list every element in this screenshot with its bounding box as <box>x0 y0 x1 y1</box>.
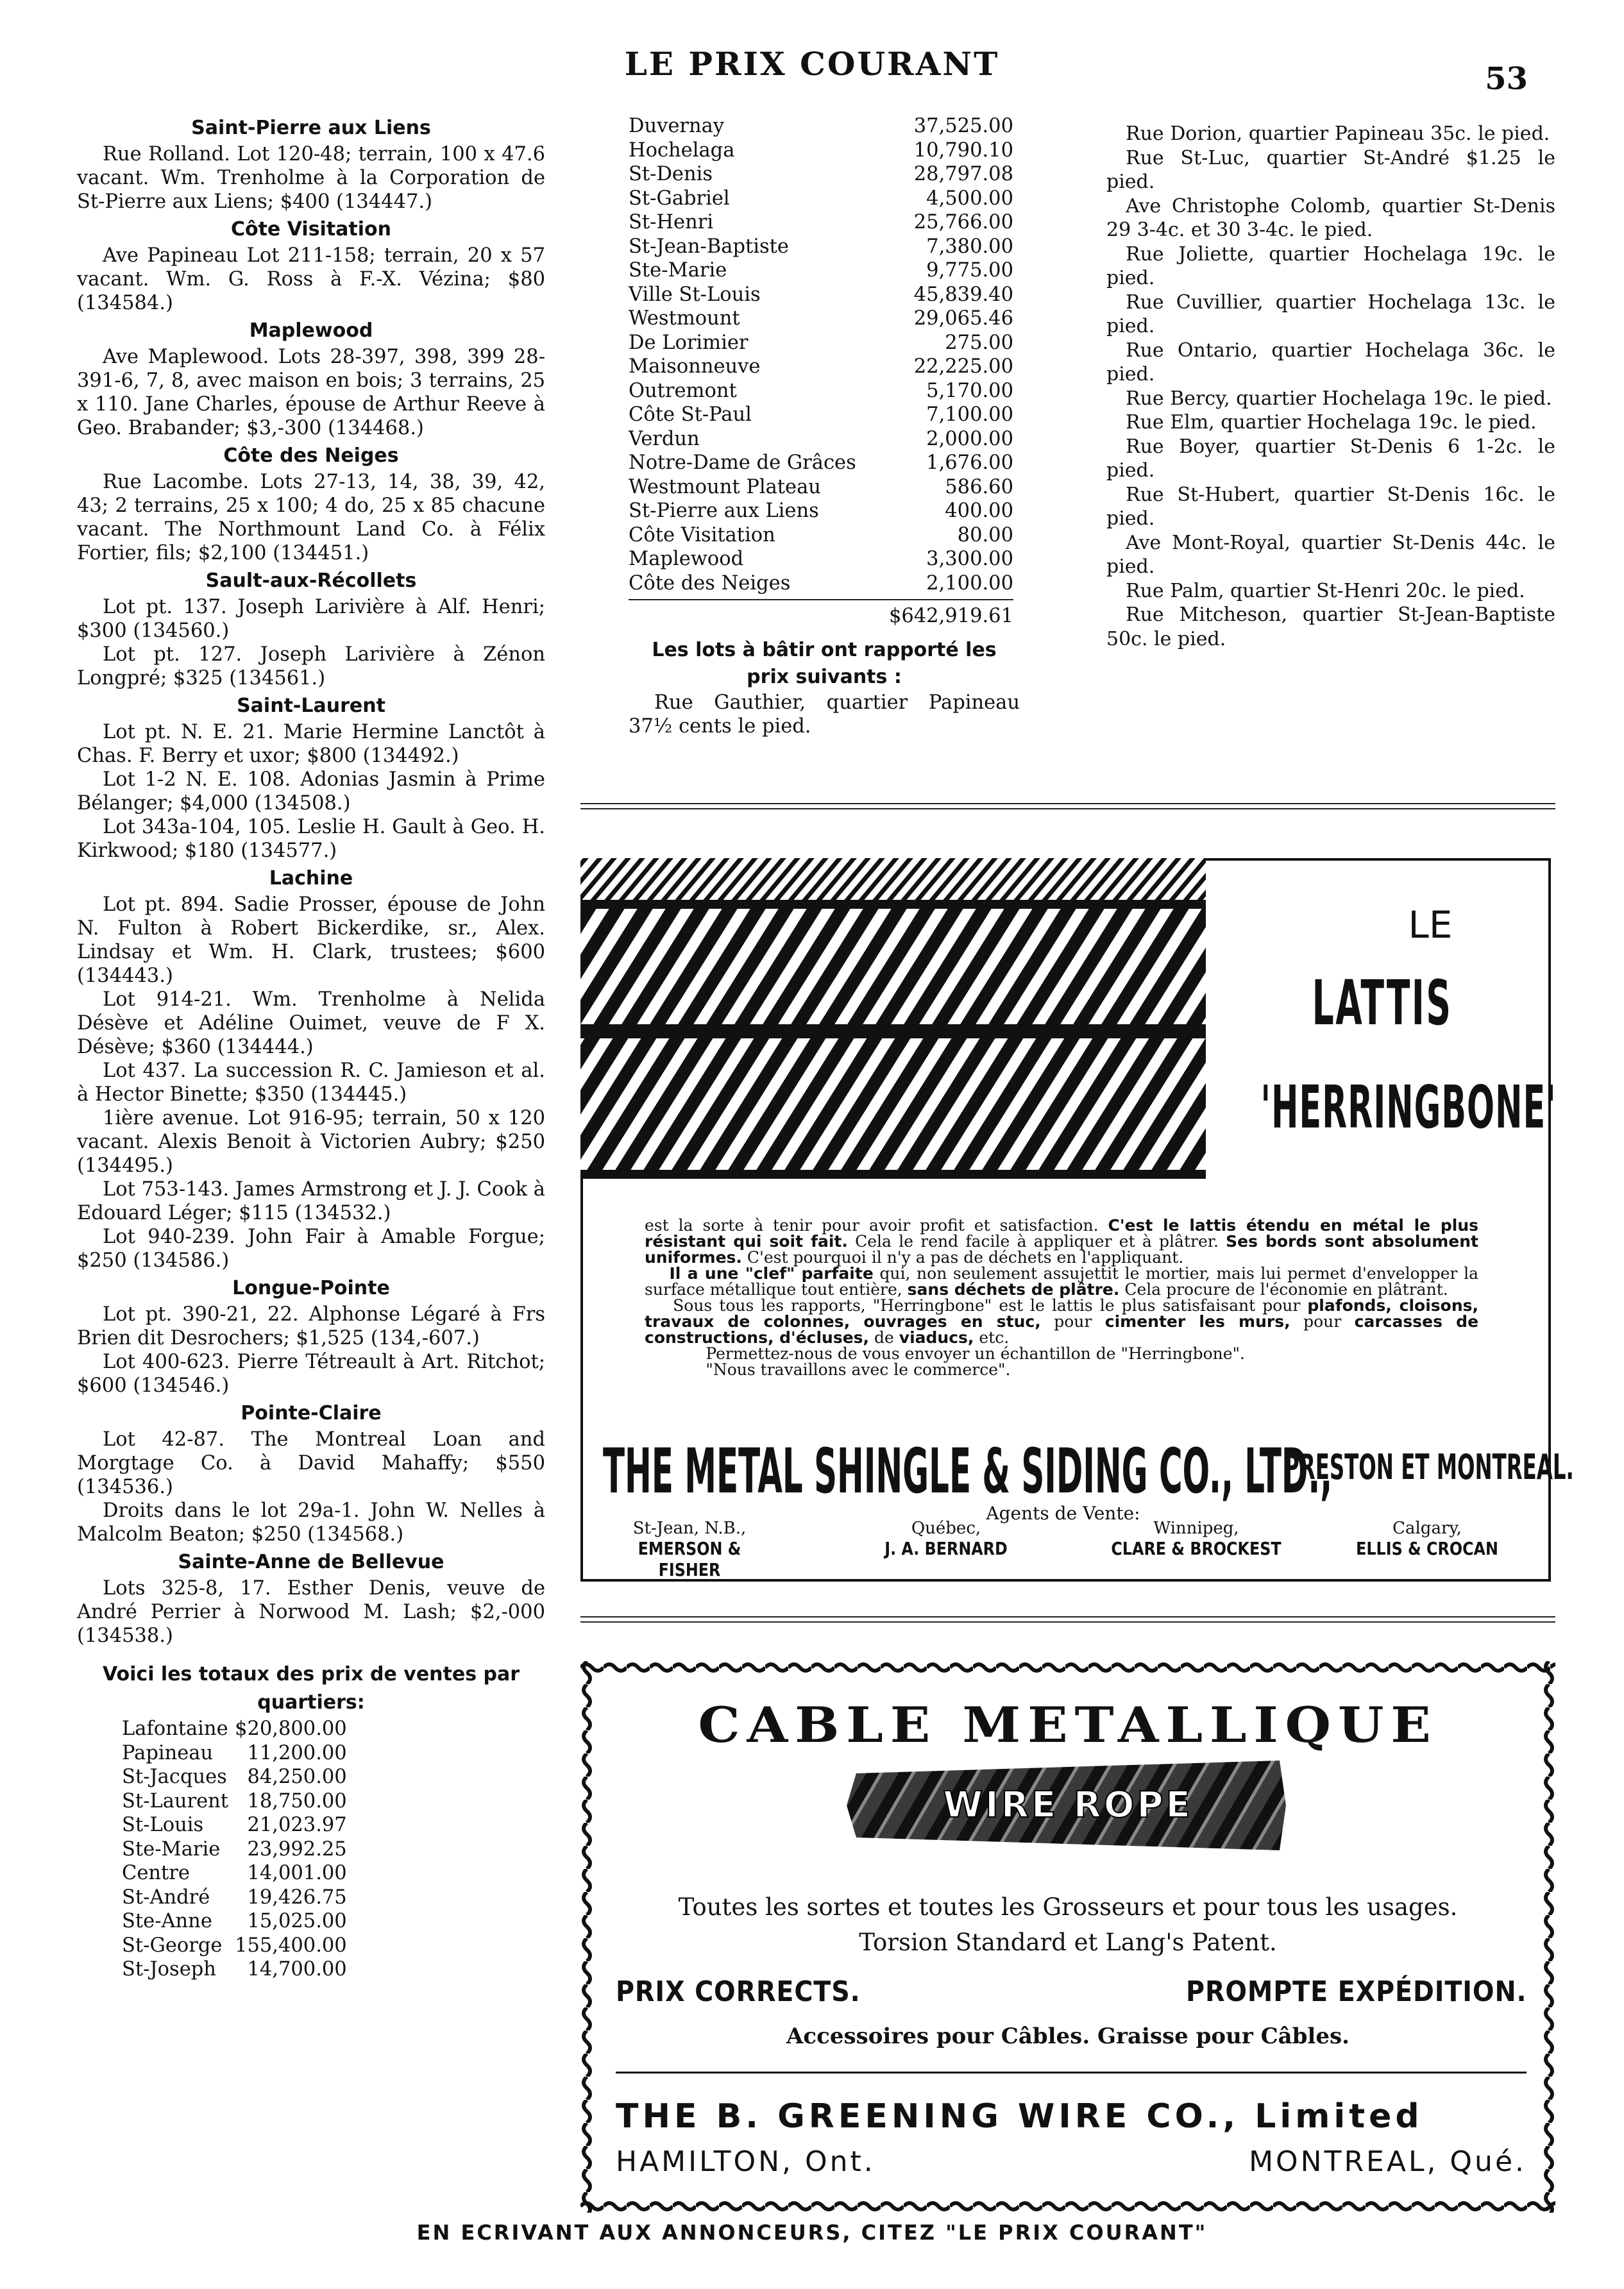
totals-row <box>629 331 1013 355</box>
totals-row <box>629 162 1013 187</box>
district-amount: 14,001.00 <box>247 1862 347 1884</box>
district-name: St-Joseph <box>122 1958 216 1981</box>
ad-lattis-text: LATTIS <box>1312 967 1453 1039</box>
district-name: Papineau <box>122 1741 214 1764</box>
sale-entry: Lots 325-8, 17. Esther Denis, veuve de André Perrier à Norwood M. Lash; $2,-000 (134538.) <box>77 1577 545 1647</box>
section-title: Côte Visitation <box>230 218 392 241</box>
sale-entry: Lot pt. 894. Sadie Prosser, épouse de John N. Fulton à Robert Bickerdike, sr., Alex. Lindsay et Wm. H. Clark, trustees; $600 (134443.) <box>77 893 545 987</box>
district-amount: 9,775.00 <box>926 259 1013 282</box>
totals-row <box>629 427 1013 452</box>
district-name: Ste-Anne <box>122 1910 212 1932</box>
district-name: Notre-Dame de Grâces <box>629 452 856 474</box>
column-2 <box>629 114 1020 738</box>
district-amount: 14,700.00 <box>247 1958 347 1981</box>
totals-row <box>122 1789 347 1814</box>
district-amount: 15,025.00 <box>247 1910 347 1932</box>
lot-price-entry: Rue Palm, quartier St-Henri 20c. le pied. <box>1126 579 1525 602</box>
district-amount: 80.00 <box>957 523 1013 546</box>
district-name: St-George <box>122 1934 223 1957</box>
district-amount: 155,400.00 <box>235 1934 347 1957</box>
totals-row <box>122 1837 347 1862</box>
totals-row <box>629 210 1013 235</box>
sale-entry: Lot 437. La succession R. C. Jamieson et al. à Hector Binette; $350 (134445.) <box>77 1060 545 1106</box>
district-amount: 586.60 <box>945 475 1013 498</box>
sale-entry: Lot pt. 127. Joseph Larivière à Zénon Longpré; $325 (134561.) <box>77 643 545 689</box>
district-amount: 37,525.00 <box>913 115 1013 137</box>
totals-row <box>629 571 1013 596</box>
section-title: Maplewood <box>249 319 373 342</box>
district-name: Ville St-Louis <box>629 283 761 306</box>
district-amount: 7,100.00 <box>926 403 1013 426</box>
district-name: Westmount Plateau <box>629 475 821 498</box>
district-name: Ste-Marie <box>629 259 727 282</box>
district-amount: 25,766.00 <box>913 211 1013 233</box>
ad-description: est la sorte à tenir pour avoir profit et satisfaction. C'est le lattis étendu en métal le plus résistant qui soit fait. Cela le rend facile à appliquer et à plâtrer. Ses bords sont absolument uniformes. C'est pourquoi il n'y a pas de déchets en l'appliquant. Il a une "clef" parfaite qui, non seulement assujettit le mortier, mais lui permet d'envelopper la surface métallique tout entière, sans déchets de plâtre. Cela procure de l'économie en plâtrant. Sous tous les rapports, "Herringbone" est le lattis le plus satisfaisant pour plafonds, cloisons, travaux de colonnes, ouvrages en stuc, pour cimenter les murs, pour carcasses de constructions, d'écluses, de viaducs, etc. Permettez-nous de vous envoyer un échantillon de "Herringbone". "Nous travaillons avec le commerce". <box>645 1216 1479 1379</box>
district-name: De Lorimier <box>629 331 749 354</box>
lot-price-entry: Rue Elm, quartier Hochelaga 19c. le pied. <box>1126 411 1537 434</box>
company-name: THE METAL SHINGLE & SIDING CO., LTD., <box>603 1435 1333 1507</box>
district-amount: 28,797.08 <box>913 163 1013 185</box>
district-amount: 7,380.00 <box>926 235 1013 258</box>
totals-row <box>629 451 1013 475</box>
totals-row <box>629 307 1013 331</box>
totals-row <box>629 235 1013 259</box>
district-amount: 4,500.00 <box>926 187 1013 210</box>
district-name: Côte des Neiges <box>629 571 791 595</box>
district-amount: 29,065.46 <box>913 307 1013 330</box>
district-name: Westmount <box>629 307 740 330</box>
district-name: St-Gabriel <box>629 187 730 210</box>
totals-row <box>629 547 1013 571</box>
district-name: Maisonneuve <box>629 355 761 378</box>
totals-title: Voici les totaux des prix de ventes par quartiers: <box>102 1663 520 1714</box>
section-title: Saint-Pierre aux Liens <box>191 117 431 139</box>
totals-row <box>629 499 1013 523</box>
district-name: St-Jacques <box>122 1766 227 1788</box>
lot-price-entry: Rue Mitcheson, quartier St-Jean-Baptiste 50c. le pied. <box>1106 604 1555 650</box>
agent-1: St-Jean, N.B., EMERSON & FISHER <box>632 1519 747 1580</box>
company-location: PRESTON ET MONTREAL. <box>1284 1447 1574 1487</box>
lot-price-entry: Rue St-Hubert, quartier St-Denis 16c. le pied. <box>1106 483 1555 530</box>
district-name: Ste-Marie <box>122 1837 221 1861</box>
separator-rule <box>580 803 1555 804</box>
page-footer: EN ECRIVANT AUX ANNONCEURS, CITEZ "LE PRIX COURANT" <box>416 2220 1208 2245</box>
agent-3: Winnipeg, CLARE & BROCKEST <box>1111 1519 1281 1559</box>
district-amount: 10,790.10 <box>913 139 1013 162</box>
greening-company: THE B. GREENING WIRE CO., Limited <box>616 2097 1423 2136</box>
sale-entry: Lot 940-239. John Fair à Amable Forgue; $250 (134586.) <box>77 1226 545 1272</box>
section-title: Saint-Laurent <box>237 695 385 717</box>
lot-price-entry: Rue Ontario, quartier Hochelaga 36c. le pied. <box>1106 339 1555 385</box>
lot-price-entry: Rue St-Luc, quartier St-André $1.25 le pied. <box>1106 146 1555 193</box>
section-title: Côte des Neiges <box>223 444 399 467</box>
district-name: Duvernay <box>629 115 725 137</box>
sale-entry: Lot 400-623. Pierre Tétreault à Art. Ritchot; $600 (134546.) <box>77 1351 545 1397</box>
sale-entry: Droits dans le lot 29a-1. John W. Nelles à Malcolm Beaton; $250 (134568.) <box>77 1499 545 1546</box>
totals-row <box>122 1934 347 1958</box>
sale-entry: Lot pt. N. E. 21. Marie Hermine Lanctôt à Chas. F. Berry et uxor; $800 (134492.) <box>77 721 545 767</box>
totals-row <box>122 1957 347 1982</box>
agent-4: Calgary, ELLIS & CROCAN <box>1356 1519 1498 1559</box>
totals-row <box>122 1717 347 1741</box>
district-amount: 3,300.00 <box>926 548 1013 570</box>
district-amount: 19,426.75 <box>247 1886 347 1909</box>
totals-row <box>629 403 1013 427</box>
sale-entry: Lot 753-143. James Armstrong et J. J. Cook à Edouard Léger; $115 (134532.) <box>77 1178 545 1224</box>
district-name: St-Jean-Baptiste <box>629 235 789 258</box>
ad-line-2: Torsion Standard et Lang's Patent. <box>859 1929 1277 1956</box>
ad-line-1: Toutes les sortes et toutes les Grosseurs et pour tous les usages. <box>678 1893 1458 1921</box>
section-title: Longue-Pointe <box>232 1277 390 1299</box>
totals-row <box>629 187 1013 211</box>
wire-rope-illustration <box>843 1757 1292 1854</box>
totals-row <box>629 258 1013 283</box>
totals-row <box>122 1909 347 1934</box>
district-amount: 21,023.97 <box>247 1814 347 1836</box>
district-name: Maplewood <box>629 548 744 570</box>
sale-entry: Rue Rolland. Lot 120-48; terrain, 100 x 47.6 vacant. Wm. Trenholme à la Corporation de St-Pierre aux Liens; $400 (134447.) <box>77 143 545 213</box>
sale-entry: Lot 914-21. Wm. Trenholme à Nelida Désève et Adéline Ouimet, veuve de F X. Désève; $360 (134444.) <box>77 988 545 1058</box>
district-name: St-Henri <box>629 211 714 233</box>
sale-entry: Lot 343a-104, 105. Leslie H. Gault à Geo. H. Kirkwood; $180 (134577.) <box>77 816 545 862</box>
page-header-title: LE PRIX COURANT <box>624 45 1000 83</box>
district-name: St-Pierre aux Liens <box>629 500 819 522</box>
sale-entry: Lot pt. 137. Joseph Larivière à Alf. Henri; $300 (134560.) <box>77 596 545 642</box>
separator-rule <box>580 1616 1555 1618</box>
district-name: St-Laurent <box>122 1789 229 1812</box>
sale-entry: 1ière avenue. Lot 916-95; terrain, 50 x 120 vacant. Alexis Benoit à Victorien Aubry; $250 (134495.) <box>77 1107 545 1177</box>
separator-rule <box>580 1621 1555 1623</box>
district-amount: 2,000.00 <box>926 427 1013 450</box>
district-name: Hochelaga <box>629 139 735 162</box>
district-amount: $20,800.00 <box>235 1718 347 1740</box>
ad-lattis-herringbone <box>580 858 1574 1586</box>
district-amount: 1,676.00 <box>926 452 1013 474</box>
section-title: Lachine <box>269 867 353 890</box>
prompte-expedition: PROMPTE EXPÉDITION. <box>1185 1975 1527 2008</box>
totals-row <box>629 355 1013 379</box>
sales-sections <box>77 116 545 1648</box>
herringbone-lath-illustration <box>580 858 1206 1179</box>
district-amount: 11,200.00 <box>247 1741 347 1764</box>
sale-entry: Ave Maplewood. Lots 28-397, 398, 399 28-391-6, 7, 8, avec maison en bois; 3 terrains, 25 x 110. Jane Charles, épouse de Arthur Reeve à Geo. Brabander; $3,-300 (134468.) <box>77 346 545 439</box>
totals-row <box>629 379 1013 403</box>
column-3 <box>1106 122 1555 651</box>
district-amount: 400.00 <box>945 500 1013 522</box>
accessoires: Accessoires pour Câbles. Graisse pour Câbles. <box>786 2023 1349 2049</box>
sale-entry: Lot 42-87. The Montreal Loan and Morgtage Co. à David Mahaffy; $550 (134536.) <box>77 1428 545 1498</box>
totals-row <box>122 1813 347 1837</box>
sale-entry: Ave Papineau Lot 211-158; terrain, 20 x 57 vacant. Wm. G. Ross à F.-X. Vézina; $80 (134584.) <box>77 244 545 314</box>
district-name: St-Denis <box>629 163 713 185</box>
sale-entry: Lot pt. 390-21, 22. Alphonse Légaré à Frs Brien dit Desrochers; $1,525 (134,-607.) <box>77 1303 545 1349</box>
totals-row <box>629 475 1013 500</box>
district-name: Côte Visitation <box>629 523 775 546</box>
totals-row <box>122 1741 347 1766</box>
lot-price-entry: Rue Cuvillier, quartier Hochelaga 13c. le pied. <box>1106 291 1555 337</box>
lot-price-entry: Rue Bercy, quartier Hochelaga 19c. le pied. <box>1126 387 1552 410</box>
totals-row <box>122 1861 347 1886</box>
totals-table-part1 <box>122 1717 347 1982</box>
page-number: 53 <box>1485 61 1528 97</box>
lot-price-entry: Rue Dorion, quartier Papineau 35c. le pied. <box>1126 122 1550 145</box>
lot-price-entry: Rue Joliette, quartier Hochelaga 19c. le pied. <box>1106 242 1555 289</box>
lots-heading: Les lots à bâtir ont rapporté les prix suivants : <box>652 639 997 688</box>
ad-company <box>603 1435 1574 1507</box>
district-name: Verdun <box>629 427 700 450</box>
separator-rule <box>580 808 1555 809</box>
lot-price-entry: Rue Boyer, quartier St-Denis 6 1-2c. le pied. <box>1106 435 1555 482</box>
column-1 <box>77 112 545 1982</box>
totals-row <box>122 1886 347 1910</box>
district-amount: 275.00 <box>945 331 1013 354</box>
totals-row <box>122 1765 347 1789</box>
ad-herringbone-text: 'HERRINGBONE' <box>1260 1073 1557 1142</box>
totals-row <box>629 139 1013 163</box>
district-amount: 22,225.00 <box>913 355 1013 378</box>
district-name: Lafontaine <box>122 1718 228 1740</box>
district-amount: 5,170.00 <box>926 379 1013 402</box>
section-title: Sainte-Anne de Bellevue <box>178 1551 444 1573</box>
section-title: Pointe-Claire <box>241 1402 382 1424</box>
ad-le-text: LE <box>1408 903 1453 947</box>
agents-label: Agents de Vente: <box>986 1503 1140 1524</box>
district-name: St-Louis <box>122 1814 204 1836</box>
district-amount: 23,992.25 <box>247 1837 347 1861</box>
district-amount: 2,100.00 <box>926 571 1013 595</box>
totals-table-part2 <box>629 114 1013 595</box>
ad-cable-metallique <box>580 1661 1555 2213</box>
totals-row <box>629 114 1013 139</box>
wire-rope-label: WIRE ROPE <box>943 1784 1193 1826</box>
district-amount: 45,839.40 <box>913 283 1013 306</box>
grand-total: $642,919.61 <box>629 599 1013 628</box>
location-hamilton: HAMILTON, Ont. <box>616 2145 875 2178</box>
sale-entry: Rue Lacombe. Lots 27-13, 14, 38, 39, 42, 43; 2 terrains, 25 x 100; 4 do, 25 x 85 chacune vacant. The Northmount Land Co. à Félix Fortier, fils; $2,100 (134451.) <box>77 471 545 564</box>
agent-2: Québec, J. A. BERNARD <box>884 1519 1008 1559</box>
prix-corrects: PRIX CORRECTS. <box>616 1975 861 2008</box>
totals-row <box>629 283 1013 307</box>
lot-price-entry: Ave Mont-Royal, quartier St-Denis 44c. le pied. <box>1106 531 1555 578</box>
lots-paragraph: Rue Gauthier, quartier Papineau 37½ cents le pied. <box>629 691 1020 738</box>
ad-title: CABLE METALLIQUE <box>698 1696 1438 1753</box>
district-amount: 84,250.00 <box>247 1766 347 1788</box>
section-title: Sault-aux-Récollets <box>205 570 417 592</box>
district-name: Centre <box>122 1862 190 1884</box>
district-name: Côte St-Paul <box>629 403 752 426</box>
sale-entry: Lot 1-2 N. E. 108. Adonias Jasmin à Prime Bélanger; $4,000 (134508.) <box>77 768 545 815</box>
location-montreal: MONTREAL, Qué. <box>1249 2145 1527 2178</box>
lot-price-entry: Ave Christophe Colomb, quartier St-Denis 29 3-4c. et 30 3-4c. le pied. <box>1106 194 1555 241</box>
totals-row <box>629 523 1013 548</box>
district-name: St-André <box>122 1886 210 1909</box>
district-amount: 18,750.00 <box>247 1789 347 1812</box>
district-name: Outremont <box>629 379 737 402</box>
ad-divider <box>616 2072 1527 2074</box>
